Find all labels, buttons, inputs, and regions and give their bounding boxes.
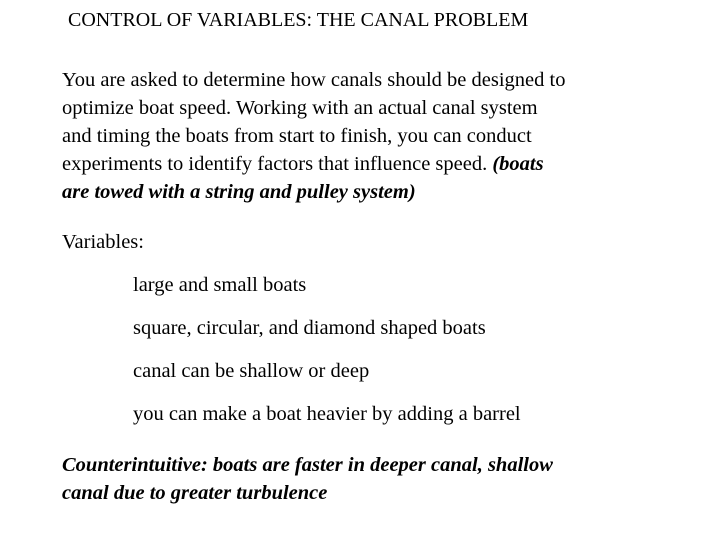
intro-line-text: experiments to identify factors that influence speed. xyxy=(62,153,493,175)
variables-heading: Variables: xyxy=(62,231,144,253)
intro-line xyxy=(62,178,702,206)
variable-item: square, circular, and diamond shaped boats xyxy=(133,317,486,339)
intro-italic-note: (boats xyxy=(492,153,544,175)
intro-line: and timing the boats from start to finish, you can conduct xyxy=(62,125,532,147)
counterintuitive-note xyxy=(62,451,702,507)
variable-item: canal can be shallow or deep xyxy=(133,360,370,382)
variable-item: you can make a boat heavier by adding a barrel xyxy=(133,403,521,425)
variable-item: large and small boats xyxy=(133,274,307,296)
intro-line xyxy=(62,150,702,178)
note-line: Counterintuitive: boats are faster in deeper canal, shallow xyxy=(62,454,553,476)
note-line: canal due to greater turbulence xyxy=(62,482,328,504)
intro-line: You are asked to determine how canals should be designed to xyxy=(62,69,566,91)
intro-paragraph xyxy=(62,66,702,206)
intro-italic-note: are towed with a string and pulley system) xyxy=(62,181,416,203)
intro-line: optimize boat speed. Working with an actual canal system xyxy=(62,97,538,119)
page-title: CONTROL OF VARIABLES: THE CANAL PROBLEM xyxy=(68,9,529,31)
